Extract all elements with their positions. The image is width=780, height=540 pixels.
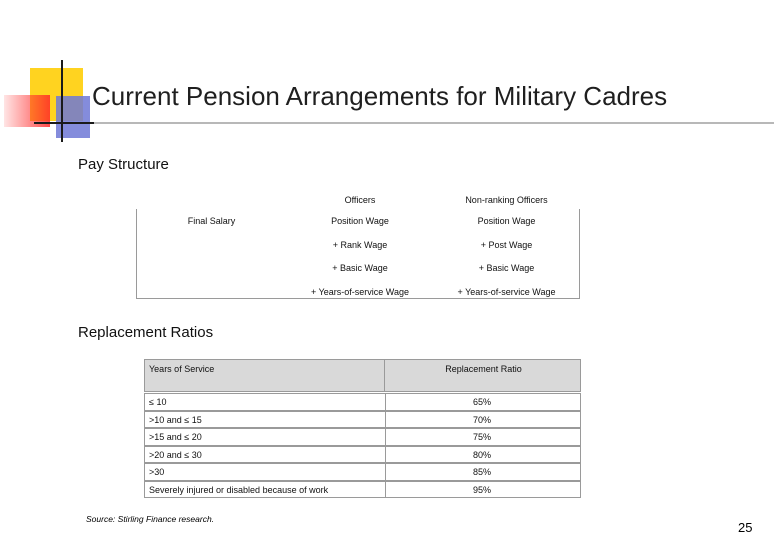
rep-years-cell: >30	[149, 467, 165, 477]
rep-ratio-cell: 65%	[473, 397, 492, 407]
pay-cell: + Basic Wage	[332, 263, 388, 273]
table-row	[144, 463, 581, 481]
pay-cell: + Post Wage	[480, 240, 533, 250]
rep-years-cell: Severely injured or disabled because of work	[149, 484, 329, 495]
rep-col-header-years-box	[144, 359, 385, 392]
pay-structure-table	[136, 185, 580, 299]
rep-years-cell: >20 and ≤ 30	[149, 449, 202, 460]
rep-col-header-ratio-box	[384, 359, 581, 392]
rep-years-cell: >15 and ≤ 20	[149, 432, 202, 442]
pay-cell: + Years-of-service Wage	[457, 287, 556, 297]
pay-cell: Position Wage	[331, 216, 389, 226]
pay-cell: + Basic Wage	[478, 263, 535, 273]
title-underline-accent	[34, 122, 94, 124]
replacement-ratio-table	[144, 359, 581, 497]
title-underline	[34, 122, 774, 124]
rep-col-header-years: Years of Service	[149, 364, 215, 374]
replacement-ratios-heading: Replacement Ratios	[78, 324, 214, 341]
rep-ratio-cell: 85%	[473, 467, 492, 477]
rep-col-header-ratio: Replacement Ratio	[445, 364, 522, 374]
pay-cell: Position Wage	[477, 216, 536, 226]
pay-col-header-nonranking: Non-ranking Officers	[465, 195, 548, 205]
decorative-vertical-line	[61, 60, 63, 142]
rep-ratio-cell: 70%	[473, 414, 492, 425]
page-number: 25	[738, 520, 753, 535]
slide-title: Current Pension Arrangements for Military Cadres	[92, 81, 668, 111]
table-row	[144, 393, 581, 411]
table-row	[144, 481, 581, 499]
table-row	[144, 446, 581, 464]
rep-years-cell: >10 and ≤ 15	[149, 414, 202, 425]
rep-ratio-cell: 95%	[473, 484, 492, 495]
source-note: Source: Stirling Finance research.	[86, 514, 215, 524]
rep-ratio-cell: 80%	[473, 449, 492, 460]
pay-col-header-officers: Officers	[344, 195, 376, 205]
pay-structure-heading: Pay Structure	[78, 156, 169, 173]
table-row	[144, 411, 581, 429]
pay-cell: + Rank Wage	[332, 240, 388, 250]
pay-row-label: Final Salary	[187, 216, 236, 226]
rep-years-cell: ≤ 10	[149, 397, 167, 407]
table-row	[144, 428, 581, 446]
pay-cell: + Years-of-service Wage	[311, 287, 409, 297]
rep-ratio-cell: 75%	[473, 432, 492, 442]
